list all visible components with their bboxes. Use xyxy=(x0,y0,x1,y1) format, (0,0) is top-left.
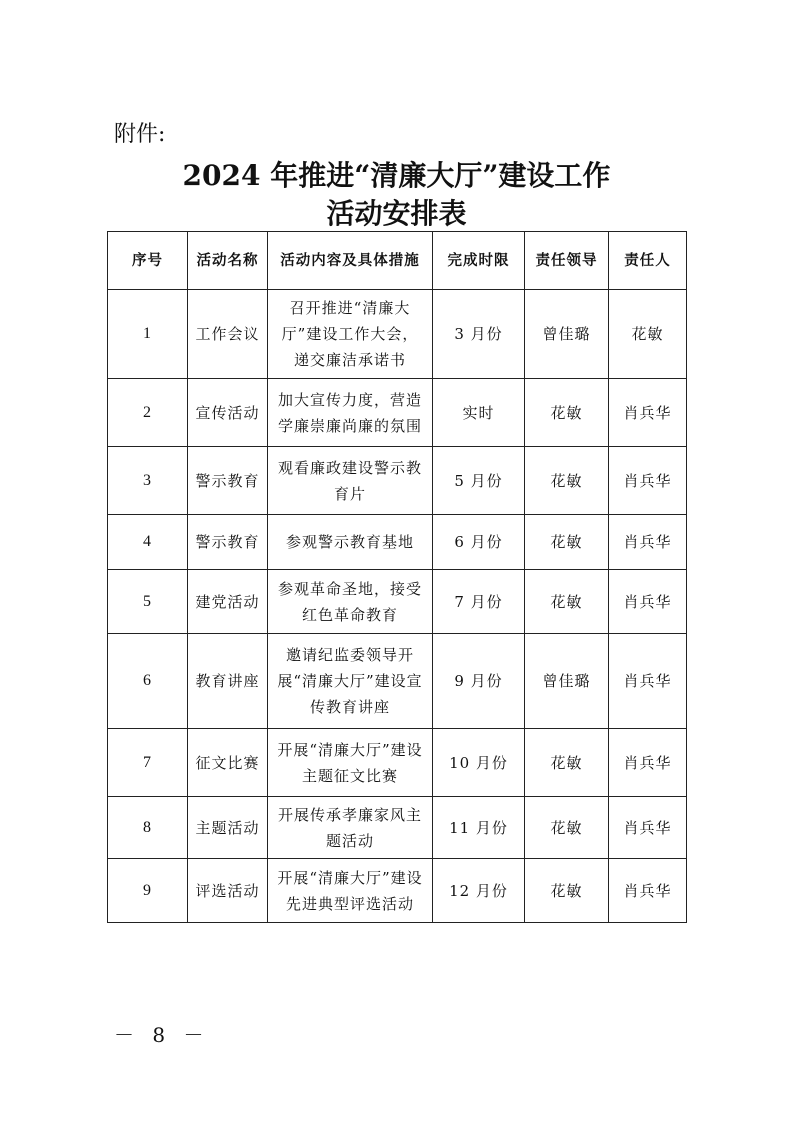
table-row xyxy=(108,634,687,729)
cell-serial-number: 3 xyxy=(108,447,188,515)
cell-deadline: 11 月份 xyxy=(433,797,525,859)
cell-responsible-person: 肖兵华 xyxy=(609,859,687,923)
cell-responsible-leader: 花敏 xyxy=(525,797,609,859)
cell-serial-number: 1 xyxy=(108,290,188,379)
cell-activity-content: 观看廉政建设警示教育片 xyxy=(268,447,433,515)
header-activity-name: 活动名称 xyxy=(188,232,268,290)
header-serial-number: 序号 xyxy=(108,232,188,290)
table-row xyxy=(108,797,687,859)
cell-responsible-leader: 花敏 xyxy=(525,570,609,634)
document-title-line-2: 活动安排表 xyxy=(326,197,467,230)
cell-activity-name: 建党活动 xyxy=(188,570,268,634)
cell-deadline: 9 月份 xyxy=(433,634,525,729)
cell-activity-content: 开展“清廉大厅”建设主题征文比赛 xyxy=(268,729,433,797)
cell-activity-name: 教育讲座 xyxy=(188,634,268,729)
table-row xyxy=(108,515,687,570)
cell-activity-name: 主题活动 xyxy=(188,797,268,859)
cell-deadline: 6 月份 xyxy=(433,515,525,570)
document-title-line-1: 2024 年推进“清廉大厅”建设工作 xyxy=(182,159,611,192)
cell-responsible-person: 肖兵华 xyxy=(609,379,687,447)
cell-activity-name: 征文比赛 xyxy=(188,729,268,797)
table-row xyxy=(108,379,687,447)
cell-activity-content: 参观革命圣地，接受红色革命教育 xyxy=(268,570,433,634)
cell-serial-number: 9 xyxy=(108,859,188,923)
cell-deadline: 3 月份 xyxy=(433,290,525,379)
header-deadline: 完成时限 xyxy=(433,232,525,290)
cell-responsible-leader: 花敏 xyxy=(525,729,609,797)
header-responsible-person: 责任人 xyxy=(609,232,687,290)
table-row xyxy=(108,570,687,634)
cell-activity-content: 开展传承孝廉家风主题活动 xyxy=(268,797,433,859)
cell-deadline: 7 月份 xyxy=(433,570,525,634)
cell-responsible-leader: 花敏 xyxy=(525,447,609,515)
cell-responsible-leader: 曾佳璐 xyxy=(525,634,609,729)
page-number: － 8 － xyxy=(114,1023,210,1047)
cell-deadline: 10 月份 xyxy=(433,729,525,797)
table-row xyxy=(108,290,687,379)
cell-serial-number: 5 xyxy=(108,570,188,634)
cell-deadline: 5 月份 xyxy=(433,447,525,515)
cell-responsible-person: 肖兵华 xyxy=(609,515,687,570)
cell-activity-content: 邀请纪监委领导开展“清廉大厅”建设宣传教育讲座 xyxy=(268,634,433,729)
cell-responsible-leader: 花敏 xyxy=(525,515,609,570)
cell-responsible-person: 肖兵华 xyxy=(609,797,687,859)
table-row xyxy=(108,729,687,797)
cell-serial-number: 7 xyxy=(108,729,188,797)
cell-activity-content: 加大宣传力度，营造学廉崇廉尚廉的氛围 xyxy=(268,379,433,447)
attachment-label: 附件: xyxy=(114,122,166,147)
cell-responsible-leader: 花敏 xyxy=(525,379,609,447)
cell-activity-content: 召开推进“清廉大厅”建设工作大会，递交廉洁承诺书 xyxy=(268,290,433,379)
cell-deadline: 实时 xyxy=(433,379,525,447)
table-row xyxy=(108,447,687,515)
header-activity-content: 活动内容及具体措施 xyxy=(268,232,433,290)
cell-activity-content: 参观警示教育基地 xyxy=(268,515,433,570)
table-row xyxy=(108,859,687,923)
cell-responsible-person: 花敏 xyxy=(609,290,687,379)
cell-activity-content: 开展“清廉大厅”建设先进典型评选活动 xyxy=(268,859,433,923)
cell-activity-name: 警示教育 xyxy=(188,447,268,515)
cell-responsible-leader: 曾佳璐 xyxy=(525,290,609,379)
cell-activity-name: 警示教育 xyxy=(188,515,268,570)
cell-responsible-person: 肖兵华 xyxy=(609,634,687,729)
table-header-row xyxy=(108,232,687,290)
cell-responsible-person: 肖兵华 xyxy=(609,729,687,797)
header-responsible-leader: 责任领导 xyxy=(525,232,609,290)
activity-schedule-table xyxy=(107,231,687,923)
cell-responsible-leader: 花敏 xyxy=(525,859,609,923)
cell-responsible-person: 肖兵华 xyxy=(609,447,687,515)
cell-responsible-person: 肖兵华 xyxy=(609,570,687,634)
cell-serial-number: 8 xyxy=(108,797,188,859)
cell-activity-name: 工作会议 xyxy=(188,290,268,379)
cell-serial-number: 6 xyxy=(108,634,188,729)
cell-deadline: 12 月份 xyxy=(433,859,525,923)
cell-activity-name: 评选活动 xyxy=(188,859,268,923)
cell-activity-name: 宣传活动 xyxy=(188,379,268,447)
cell-serial-number: 2 xyxy=(108,379,188,447)
cell-serial-number: 4 xyxy=(108,515,188,570)
